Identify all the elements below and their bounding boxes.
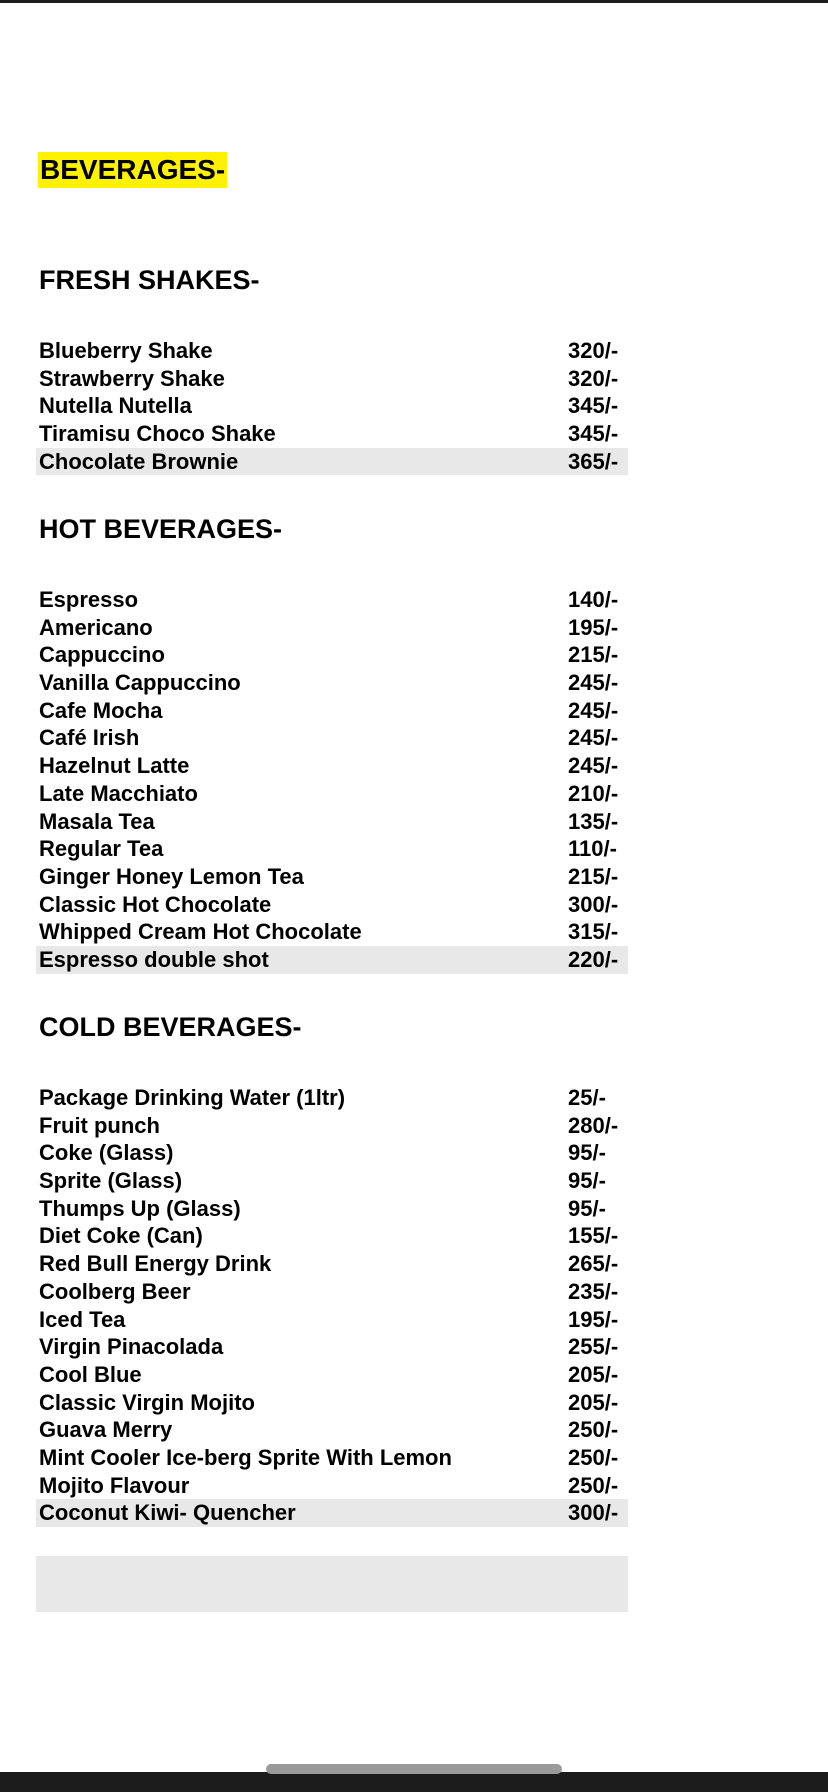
menu-item-price: 210/- <box>568 780 619 806</box>
menu-item-name: Americano <box>39 614 153 640</box>
empty-shaded-row-block <box>36 1556 628 1612</box>
menu-item-name: Masala Tea <box>39 808 155 834</box>
menu-item-price: 300/- <box>568 1500 619 1526</box>
menu-item-row <box>36 891 628 919</box>
menu-item-row <box>36 669 628 697</box>
menu-item-name: Nutella Nutella <box>39 393 192 419</box>
menu-list-hot-beverages <box>36 586 628 974</box>
menu-item-price: 245/- <box>568 725 619 751</box>
menu-item-name: Virgin Pinacolada <box>39 1334 224 1360</box>
section-heading-cold-beverages: COLD BEVERAGES- <box>39 1012 302 1042</box>
menu-item-row <box>36 752 628 780</box>
menu-item-row <box>36 808 628 836</box>
menu-item-row <box>36 1250 628 1278</box>
menu-item-price: 280/- <box>568 1112 619 1138</box>
menu-item-row <box>36 392 628 420</box>
menu-item-row <box>36 586 628 614</box>
menu-item-name: Cool Blue <box>39 1361 142 1387</box>
menu-item-name: Sprite (Glass) <box>39 1168 183 1194</box>
menu-item-row <box>36 1416 628 1444</box>
menu-item-row <box>36 1472 628 1500</box>
menu-item-row <box>36 780 628 808</box>
menu-item-name: Mojito Flavour <box>39 1472 190 1498</box>
menu-item-price: 195/- <box>568 1306 619 1332</box>
menu-list-fresh-shakes <box>36 337 628 475</box>
menu-item-price: 255/- <box>568 1334 619 1360</box>
menu-item-row <box>36 1444 628 1472</box>
menu-item-price: 155/- <box>568 1223 619 1249</box>
menu-item-name: Iced Tea <box>39 1306 126 1332</box>
menu-item-row <box>36 1112 628 1140</box>
menu-item-price: 365/- <box>568 448 619 474</box>
menu-item-price: 220/- <box>568 946 619 972</box>
menu-item-price: 205/- <box>568 1361 619 1387</box>
menu-item-row <box>36 1278 628 1306</box>
menu-item-price: 195/- <box>568 614 619 640</box>
menu-item-price: 345/- <box>568 393 619 419</box>
menu-item-row <box>36 946 628 974</box>
menu-item-price: 110/- <box>568 836 617 862</box>
menu-item-name: Vanilla Cappuccino <box>39 670 241 696</box>
menu-item-price: 235/- <box>568 1278 619 1304</box>
menu-item-price: 135/- <box>568 808 619 834</box>
menu-item-row <box>36 337 628 365</box>
menu-item-name: Chocolate Brownie <box>39 448 239 474</box>
menu-item-row <box>36 1361 628 1389</box>
menu-item-row <box>36 641 628 669</box>
menu-item-name: Diet Coke (Can) <box>39 1223 203 1249</box>
menu-item-price: 245/- <box>568 697 619 723</box>
menu-item-row <box>36 420 628 448</box>
menu-item-name: Classic Hot Chocolate <box>39 891 272 917</box>
menu-item-price: 250/- <box>568 1417 619 1443</box>
menu-item-price: 95/- <box>568 1195 606 1221</box>
menu-item-price: 215/- <box>568 642 619 668</box>
menu-item-price: 140/- <box>568 587 619 612</box>
menu-item-name: Ginger Honey Lemon Tea <box>39 863 304 889</box>
menu-item-price: 95/- <box>568 1140 606 1166</box>
menu-item-name: Regular Tea <box>39 836 164 862</box>
menu-item-name: Red Bull Energy Drink <box>39 1251 272 1277</box>
menu-item-price: 245/- <box>568 670 619 696</box>
menu-item-row <box>36 863 628 891</box>
menu-item-price: 95/- <box>568 1168 606 1194</box>
menu-item-name: Hazelnut Latte <box>39 753 190 779</box>
menu-item-name: Fruit punch <box>39 1112 160 1138</box>
top-status-bar <box>0 0 828 3</box>
menu-item-name: Whipped Cream Hot Chocolate <box>39 919 362 945</box>
menu-item-name: Coolberg Beer <box>39 1278 191 1304</box>
menu-item-row <box>36 1084 628 1112</box>
menu-item-price: 205/- <box>568 1389 619 1415</box>
menu-item-row <box>36 1195 628 1223</box>
menu-item-price: 320/- <box>568 365 619 391</box>
home-indicator[interactable] <box>266 1764 562 1774</box>
menu-item-name: Late Macchiato <box>39 780 198 806</box>
menu-item-price: 250/- <box>568 1472 619 1498</box>
menu-item-name: Cappuccino <box>39 642 165 668</box>
menu-item-price: 300/- <box>568 891 619 917</box>
menu-item-name: Tiramisu Choco Shake <box>39 421 276 447</box>
menu-item-row <box>36 697 628 725</box>
menu-item-price: 345/- <box>568 421 619 447</box>
menu-item-row <box>36 724 628 752</box>
menu-item-row <box>36 835 628 863</box>
menu-item-row <box>36 614 628 642</box>
menu-item-row <box>36 1499 628 1527</box>
menu-item-name: Coconut Kiwi- Quencher <box>39 1500 296 1526</box>
menu-item-name: Mint Cooler Ice-berg Sprite With Lemon <box>39 1444 452 1470</box>
menu-item-row <box>36 1139 628 1167</box>
menu-item-row <box>36 1167 628 1195</box>
menu-item-row <box>36 1333 628 1361</box>
menu-item-name: Coke (Glass) <box>39 1140 174 1166</box>
menu-list-cold-beverages <box>36 1084 628 1527</box>
menu-item-name: Espresso double shot <box>39 946 269 972</box>
menu-item-row <box>36 448 628 476</box>
menu-item-name: Blueberry Shake <box>39 338 213 363</box>
menu-item-name: Classic Virgin Mojito <box>39 1389 255 1415</box>
menu-item-price: 245/- <box>568 753 619 779</box>
menu-item-name: Guava Merry <box>39 1417 173 1443</box>
menu-item-row <box>36 918 628 946</box>
bottom-system-bar <box>0 1772 828 1792</box>
menu-item-row <box>36 1222 628 1250</box>
menu-item-name: Café Irish <box>39 725 140 751</box>
menu-item-price: 25/- <box>568 1085 606 1110</box>
menu-item-price: 250/- <box>568 1444 619 1470</box>
menu-item-price: 215/- <box>568 863 619 889</box>
menu-item-name: Espresso <box>39 587 139 612</box>
menu-item-name: Cafe Mocha <box>39 697 163 723</box>
menu-item-row <box>36 365 628 393</box>
menu-item-name: Thumps Up (Glass) <box>39 1195 241 1221</box>
menu-item-price: 320/- <box>568 338 619 363</box>
page-title: BEVERAGES- <box>38 152 227 188</box>
menu-item-row <box>36 1306 628 1334</box>
menu-item-name: Package Drinking Water (1ltr) <box>39 1085 346 1110</box>
section-heading-fresh-shakes: FRESH SHAKES- <box>39 265 260 295</box>
menu-item-price: 265/- <box>568 1251 619 1277</box>
section-heading-hot-beverages: HOT BEVERAGES- <box>39 514 283 544</box>
menu-item-name: Strawberry Shake <box>39 365 225 391</box>
menu-item-price: 315/- <box>568 919 619 945</box>
menu-item-row <box>36 1389 628 1417</box>
